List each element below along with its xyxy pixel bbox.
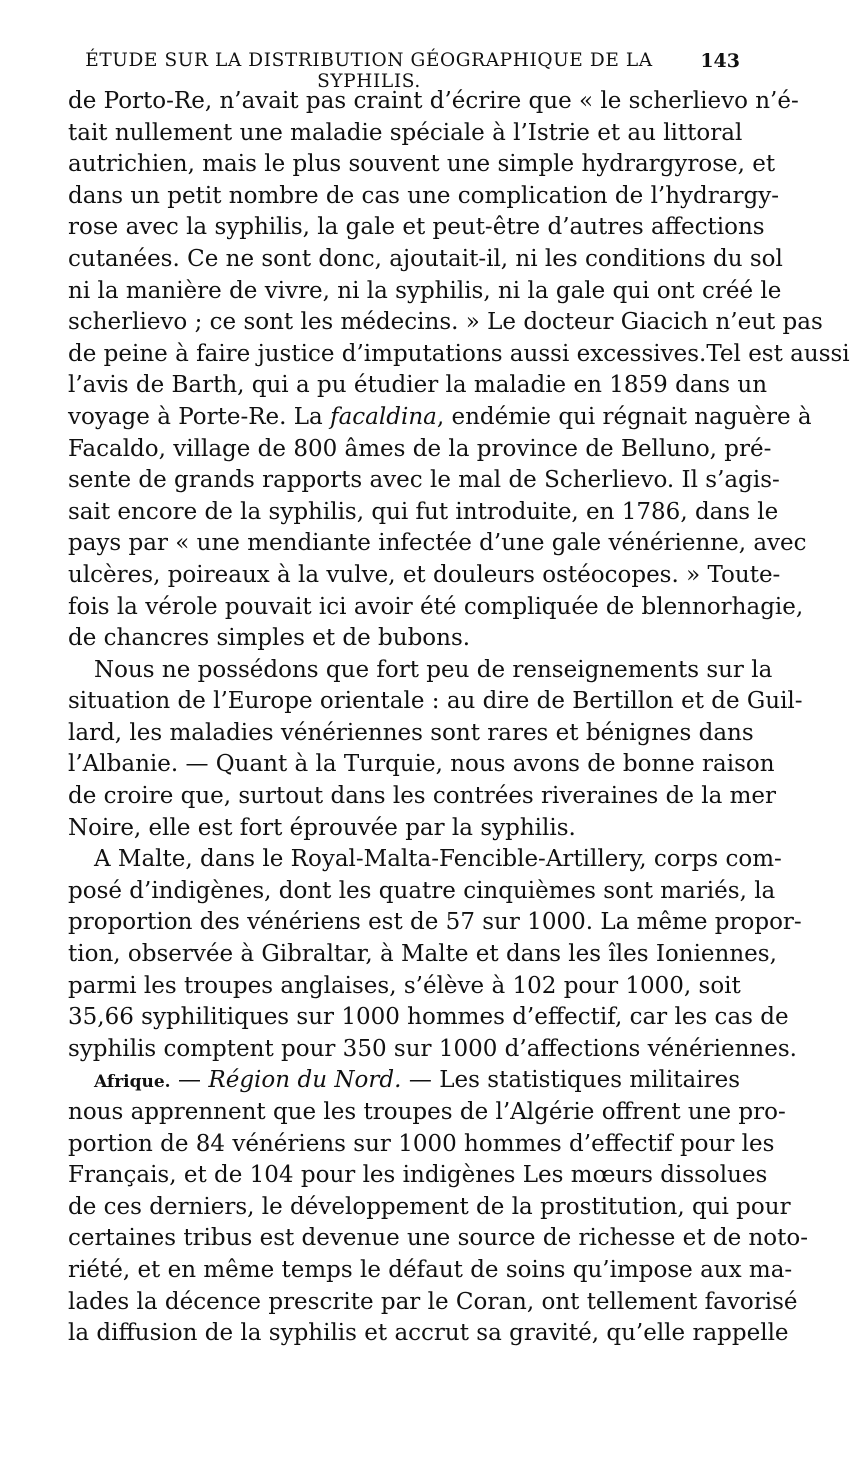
- text-line: syphilis comptent pour 350 sur 1000 d’affections vénériennes.: [68, 1035, 797, 1062]
- text-line: lard, les maladies vénériennes sont rares et bénignes dans: [68, 719, 754, 746]
- text-line: nous apprennent que les troupes de l’Algérie offrent une pro-: [68, 1099, 786, 1125]
- running-title: ÉTUDE SUR LA DISTRIBUTION GÉOGRAPHIQUE DE LA SYPHILIS.: [85, 50, 653, 92]
- text-line: Français, et de 104 pour les indigènes Les mœurs dissolues: [68, 1162, 768, 1189]
- text-line: cutanées. Ce ne sont donc, ajoutait-il, ni les conditions du sol: [68, 245, 783, 272]
- text-line: pays par « une mendiante infectée d’une gale vénérienne, avec: [68, 530, 807, 557]
- page-number: 143: [700, 50, 740, 72]
- text-fragment: voyage à Porte-Re. La: [68, 403, 323, 430]
- text-line-afrique: [68, 1065, 740, 1097]
- text-line: l’avis de Barth, qui a pu étudier la maladie en 1859 dans un: [68, 372, 768, 399]
- text-line: certaines tribus est devenue une source de richesse et de noto-: [68, 1225, 809, 1252]
- text-line: de croire que, surtout dans les contrées riveraines de la mer: [68, 783, 777, 810]
- text-line: parmi les troupes anglaises, s’élève à 102 pour 1000, soit: [68, 972, 741, 999]
- body-text: [68, 86, 850, 1350]
- region-nord-heading: Région du Nord.: [208, 1067, 402, 1094]
- text-line: sente de grands rapports avec le mal de Scherlievo. Il s’agis-: [68, 467, 780, 494]
- text-line: scherlievo ; ce sont les médecins. » Le docteur Giacich n’eut pas: [68, 309, 823, 336]
- text-line: de Porto-Re, n’avait pas craint d’écrire que « le scherlievo n’é-: [68, 88, 799, 114]
- text-line: de chancres simples et de bubons.: [68, 625, 471, 652]
- text-line: autrichien, mais le plus souvent une simple hydrargyrose, et: [68, 151, 776, 178]
- text-line: Facaldo, village de 800 âmes de la province de Belluno, pré-: [68, 435, 772, 462]
- section-label-afrique: Afrique.: [94, 1072, 171, 1093]
- text-line: Nous ne possédons que fort peu de renseignements sur la: [94, 656, 773, 683]
- text-line: de peine à faire justice d’imputations aussi excessives.Tel est aussi: [68, 340, 850, 367]
- text-fragment: — Les statistiques militaires: [408, 1067, 740, 1094]
- text-line: posé d’indigènes, dont les quatre cinquièmes sont mariés, la: [68, 877, 776, 904]
- text-line: rose avec la syphilis, la gale et peut-être d’autres affections: [68, 214, 765, 241]
- text-line: de ces derniers, le développement de la prostitution, qui pour: [68, 1193, 791, 1220]
- text-line: Noire, elle est fort éprouvée par la syphilis.: [68, 814, 576, 841]
- text-line: fois la vérole pouvait ici avoir été compliquée de blennorhagie,: [68, 593, 804, 620]
- text-fragment: —: [170, 1067, 209, 1094]
- text-line: sait encore de la syphilis, qui fut introduite, en 1786, dans le: [68, 498, 779, 525]
- text-line: ulcères, poireaux à la vulve, et douleurs ostéocopes. » Toute-: [68, 561, 781, 588]
- text-line-facaldina: [68, 402, 812, 434]
- facaldina-term: facaldina: [330, 403, 437, 430]
- text-line: proportion des vénériens est de 57 sur 1000. La même propor-: [68, 909, 802, 936]
- text-fragment: , endémie qui régnait naguère à: [436, 403, 812, 430]
- text-line: tait nullement une maladie spéciale à l’Istrie et au littoral: [68, 119, 743, 146]
- text-line: situation de l’Europe orientale : au dire de Bertillon et de Guil-: [68, 688, 803, 715]
- text-line: 35,66 syphilitiques sur 1000 hommes d’effectif, car les cas de: [68, 1004, 789, 1031]
- text-line: la diffusion de la syphilis et accrut sa gravité, qu’elle rappelle: [68, 1320, 789, 1347]
- text-line: tion, observée à Gibraltar, à Malte et dans les îles Ioniennes,: [68, 941, 777, 968]
- text-line: l’Albanie. — Quant à la Turquie, nous avons de bonne raison: [68, 751, 775, 778]
- text-line: riété, et en même temps le défaut de soins qu’impose aux ma-: [68, 1256, 793, 1283]
- text-line: dans un petit nombre de cas une complication de l’hydrargy-: [68, 182, 779, 209]
- text-line: lades la décence prescrite par le Coran, ont tellement favorisé: [68, 1288, 798, 1315]
- text-line: portion de 84 vénériens sur 1000 hommes d’effectif pour les: [68, 1130, 775, 1157]
- text-line: A Malte, dans le Royal-Malta-Fencible-Artillery, corps com-: [94, 846, 782, 873]
- running-head: [68, 50, 740, 92]
- text-line: ni la manière de vivre, ni la syphilis, ni la gale qui ont créé le: [68, 277, 782, 304]
